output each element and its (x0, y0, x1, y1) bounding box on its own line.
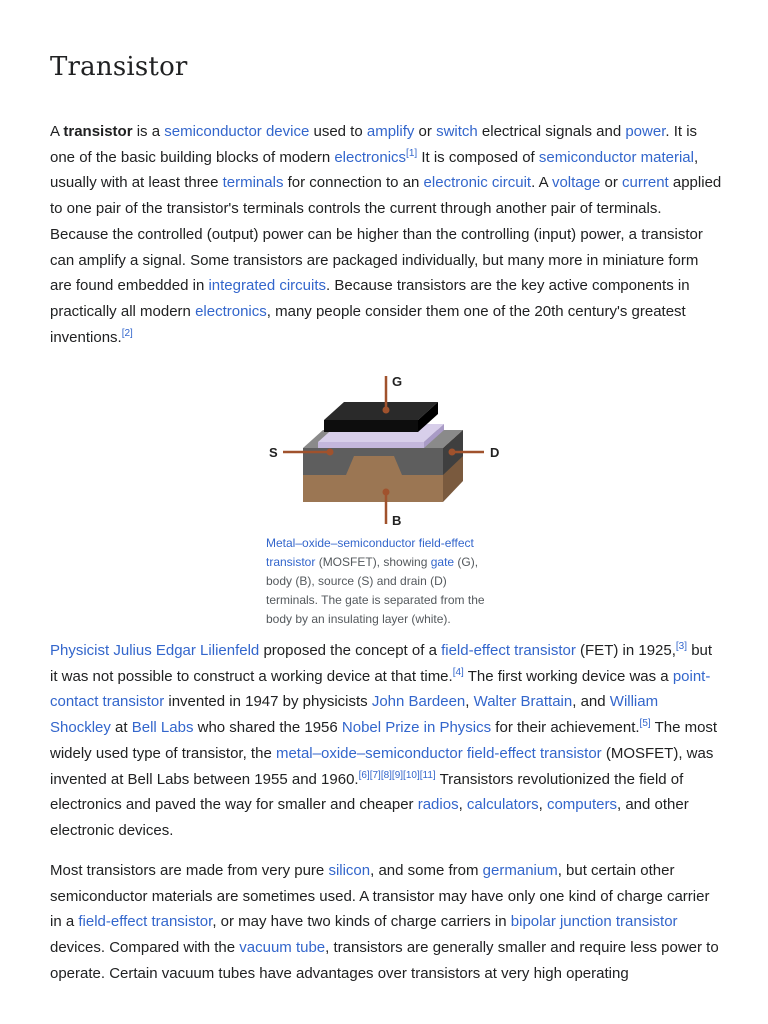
text: or (600, 174, 623, 192)
citation-ref[interactable]: [3] (675, 641, 688, 652)
gate-contact (383, 407, 390, 414)
link-current[interactable]: current (622, 174, 669, 192)
substrate-front (303, 475, 443, 502)
link-john-bardeen[interactable]: John Bardeen (371, 693, 466, 711)
text: for connection to an (283, 174, 424, 192)
link-vacuum-tube[interactable]: vacuum tube (239, 939, 326, 957)
gate-top (324, 402, 438, 420)
text: , many people consider them one of the 20th century's greatest inventions. (50, 302, 686, 346)
figure-caption (266, 534, 498, 629)
text: devices. Compared with the (50, 939, 240, 957)
insulator-front (318, 442, 424, 448)
text: , but certain other semiconductor materials are sometimes used. A transistor may have only one kind of charge carrier in a (50, 862, 710, 931)
text: The most widely used type of transistor, the (50, 719, 718, 762)
text: . Because transistors are the key active components in practically all modern (50, 277, 690, 320)
mosfet-diagram (266, 368, 498, 530)
link-electronic-circuit[interactable]: electronic circuit (423, 174, 532, 192)
link-gate[interactable]: gate (430, 555, 455, 569)
page-title: Transistor (50, 52, 188, 82)
text: , and (572, 693, 610, 711)
gate-front (324, 420, 418, 432)
source-contact (327, 449, 334, 456)
source-label: S (269, 445, 278, 460)
link-silicon[interactable]: silicon (328, 862, 371, 879)
link-field-effect-transistor[interactable]: field-effect transistor (78, 913, 213, 931)
link-william-shockley[interactable]: William Shockley (50, 693, 659, 737)
link-germanium[interactable]: germanium (482, 862, 558, 879)
text: , (538, 796, 547, 814)
mosfet-figure[interactable] (266, 368, 500, 530)
channel-region (346, 456, 402, 475)
link-bipolar-junction-transistor[interactable]: bipolar junction transistor (510, 913, 678, 931)
link-amplify[interactable]: amplify (366, 123, 415, 140)
link-mosfet[interactable]: Metal–oxide–semiconductor field-effect transistor (266, 536, 474, 569)
drain-contact (449, 449, 456, 456)
text: or (414, 123, 437, 140)
text: (MOSFET), was invented at Bell Labs between 1955 and 1960. (50, 744, 714, 788)
link-radios[interactable]: radios (417, 796, 459, 814)
link-semiconductor-device[interactable]: semiconductor device (164, 123, 310, 140)
link-power[interactable]: power (625, 123, 666, 140)
text: Most transistors are made from very pure (50, 862, 329, 879)
text: (FET) in 1925, (575, 642, 676, 659)
text: Transistors revolutionized the field of electronics and paved the way for smaller and cheaper (50, 770, 684, 814)
link-voltage[interactable]: voltage (551, 174, 601, 192)
text: used to (309, 123, 367, 140)
citation-ref[interactable]: [4] (452, 666, 464, 678)
link-lilienfeld[interactable]: Physicist Julius Edgar Lilienfeld (50, 642, 260, 659)
body-label: B (392, 513, 402, 528)
text: , usually with at least three (50, 148, 699, 192)
link-switch[interactable]: switch (436, 123, 478, 140)
text: for their achievement. (491, 719, 640, 737)
body-contact (383, 489, 390, 496)
link-nobel-prize-physics[interactable]: Nobel Prize in Physics (341, 719, 492, 737)
citation-ref[interactable]: [1] (406, 147, 418, 159)
text: (MOSFET), showing (315, 555, 431, 569)
text: , or may have two kinds of charge carriers in (212, 913, 511, 931)
link-calculators[interactable]: calculators (466, 796, 539, 814)
text: , and some from (370, 862, 483, 879)
link-walter-brattain[interactable]: Walter Brattain (473, 693, 573, 711)
text: It is composed of (417, 148, 539, 166)
text: . It is one of the basic building blocks of modern (50, 123, 698, 166)
citation-ref[interactable]: [2] (121, 327, 133, 339)
text: electrical signals and (477, 123, 626, 140)
text: proposed the concept of a (259, 642, 442, 659)
citation-ref[interactable]: [5] (639, 718, 651, 730)
text: invented in 1947 by physicists (164, 693, 372, 711)
text: . A (531, 174, 552, 192)
text: applied to one pair of the transistor's terminals controls the current through another pair of terminals. Because the controlled (output) power can be higher than the controlling (input) power, a transistor can amplify a signal. Some transistors are packaged individually, but many more in miniature form are found embedded in (50, 174, 722, 295)
link-electronics[interactable]: electronics (195, 302, 267, 320)
text: who shared the 1956 (193, 719, 342, 737)
link-semiconductor-material[interactable]: semiconductor material (538, 148, 694, 166)
text: (G), body (B), source (S) and drain (D) terminals. The gate is separated from the body by an insulating layer (white). (266, 555, 485, 626)
text: is a (132, 123, 165, 140)
text: at (110, 719, 132, 737)
drain-label: D (490, 445, 500, 460)
text: , transistors are generally smaller and require less power to operate. Certain vacuum tubes have advantages over transistors at very high operating (50, 939, 719, 982)
intro-paragraph (50, 119, 722, 350)
text: A (50, 123, 64, 140)
materials-paragraph (50, 858, 722, 987)
text: , and other electronic devices. (50, 796, 689, 839)
link-field-effect-transistor[interactable]: field-effect transistor (441, 642, 576, 659)
link-electronics[interactable]: electronics (334, 148, 407, 166)
text: , (458, 796, 467, 814)
history-paragraph (50, 638, 722, 844)
link-integrated-circuits[interactable]: integrated circuits (208, 277, 327, 295)
citation-ref[interactable]: [6][7][8][9][10][11] (358, 769, 436, 781)
link-terminals[interactable]: terminals (222, 174, 284, 192)
gate-label: G (392, 374, 403, 389)
bold-term: transistor (63, 123, 133, 140)
text: but it was not possible to construct a working device at that time. (50, 642, 713, 685)
text: , (465, 693, 474, 711)
link-bell-labs[interactable]: Bell Labs (131, 719, 194, 737)
link-computers[interactable]: computers (546, 796, 617, 814)
text: The first working device was a (463, 667, 673, 685)
link-point-contact-transistor[interactable]: point-contact transistor (50, 667, 711, 711)
link-mosfet[interactable]: metal–oxide–semiconductor field-effect transistor (275, 744, 602, 762)
